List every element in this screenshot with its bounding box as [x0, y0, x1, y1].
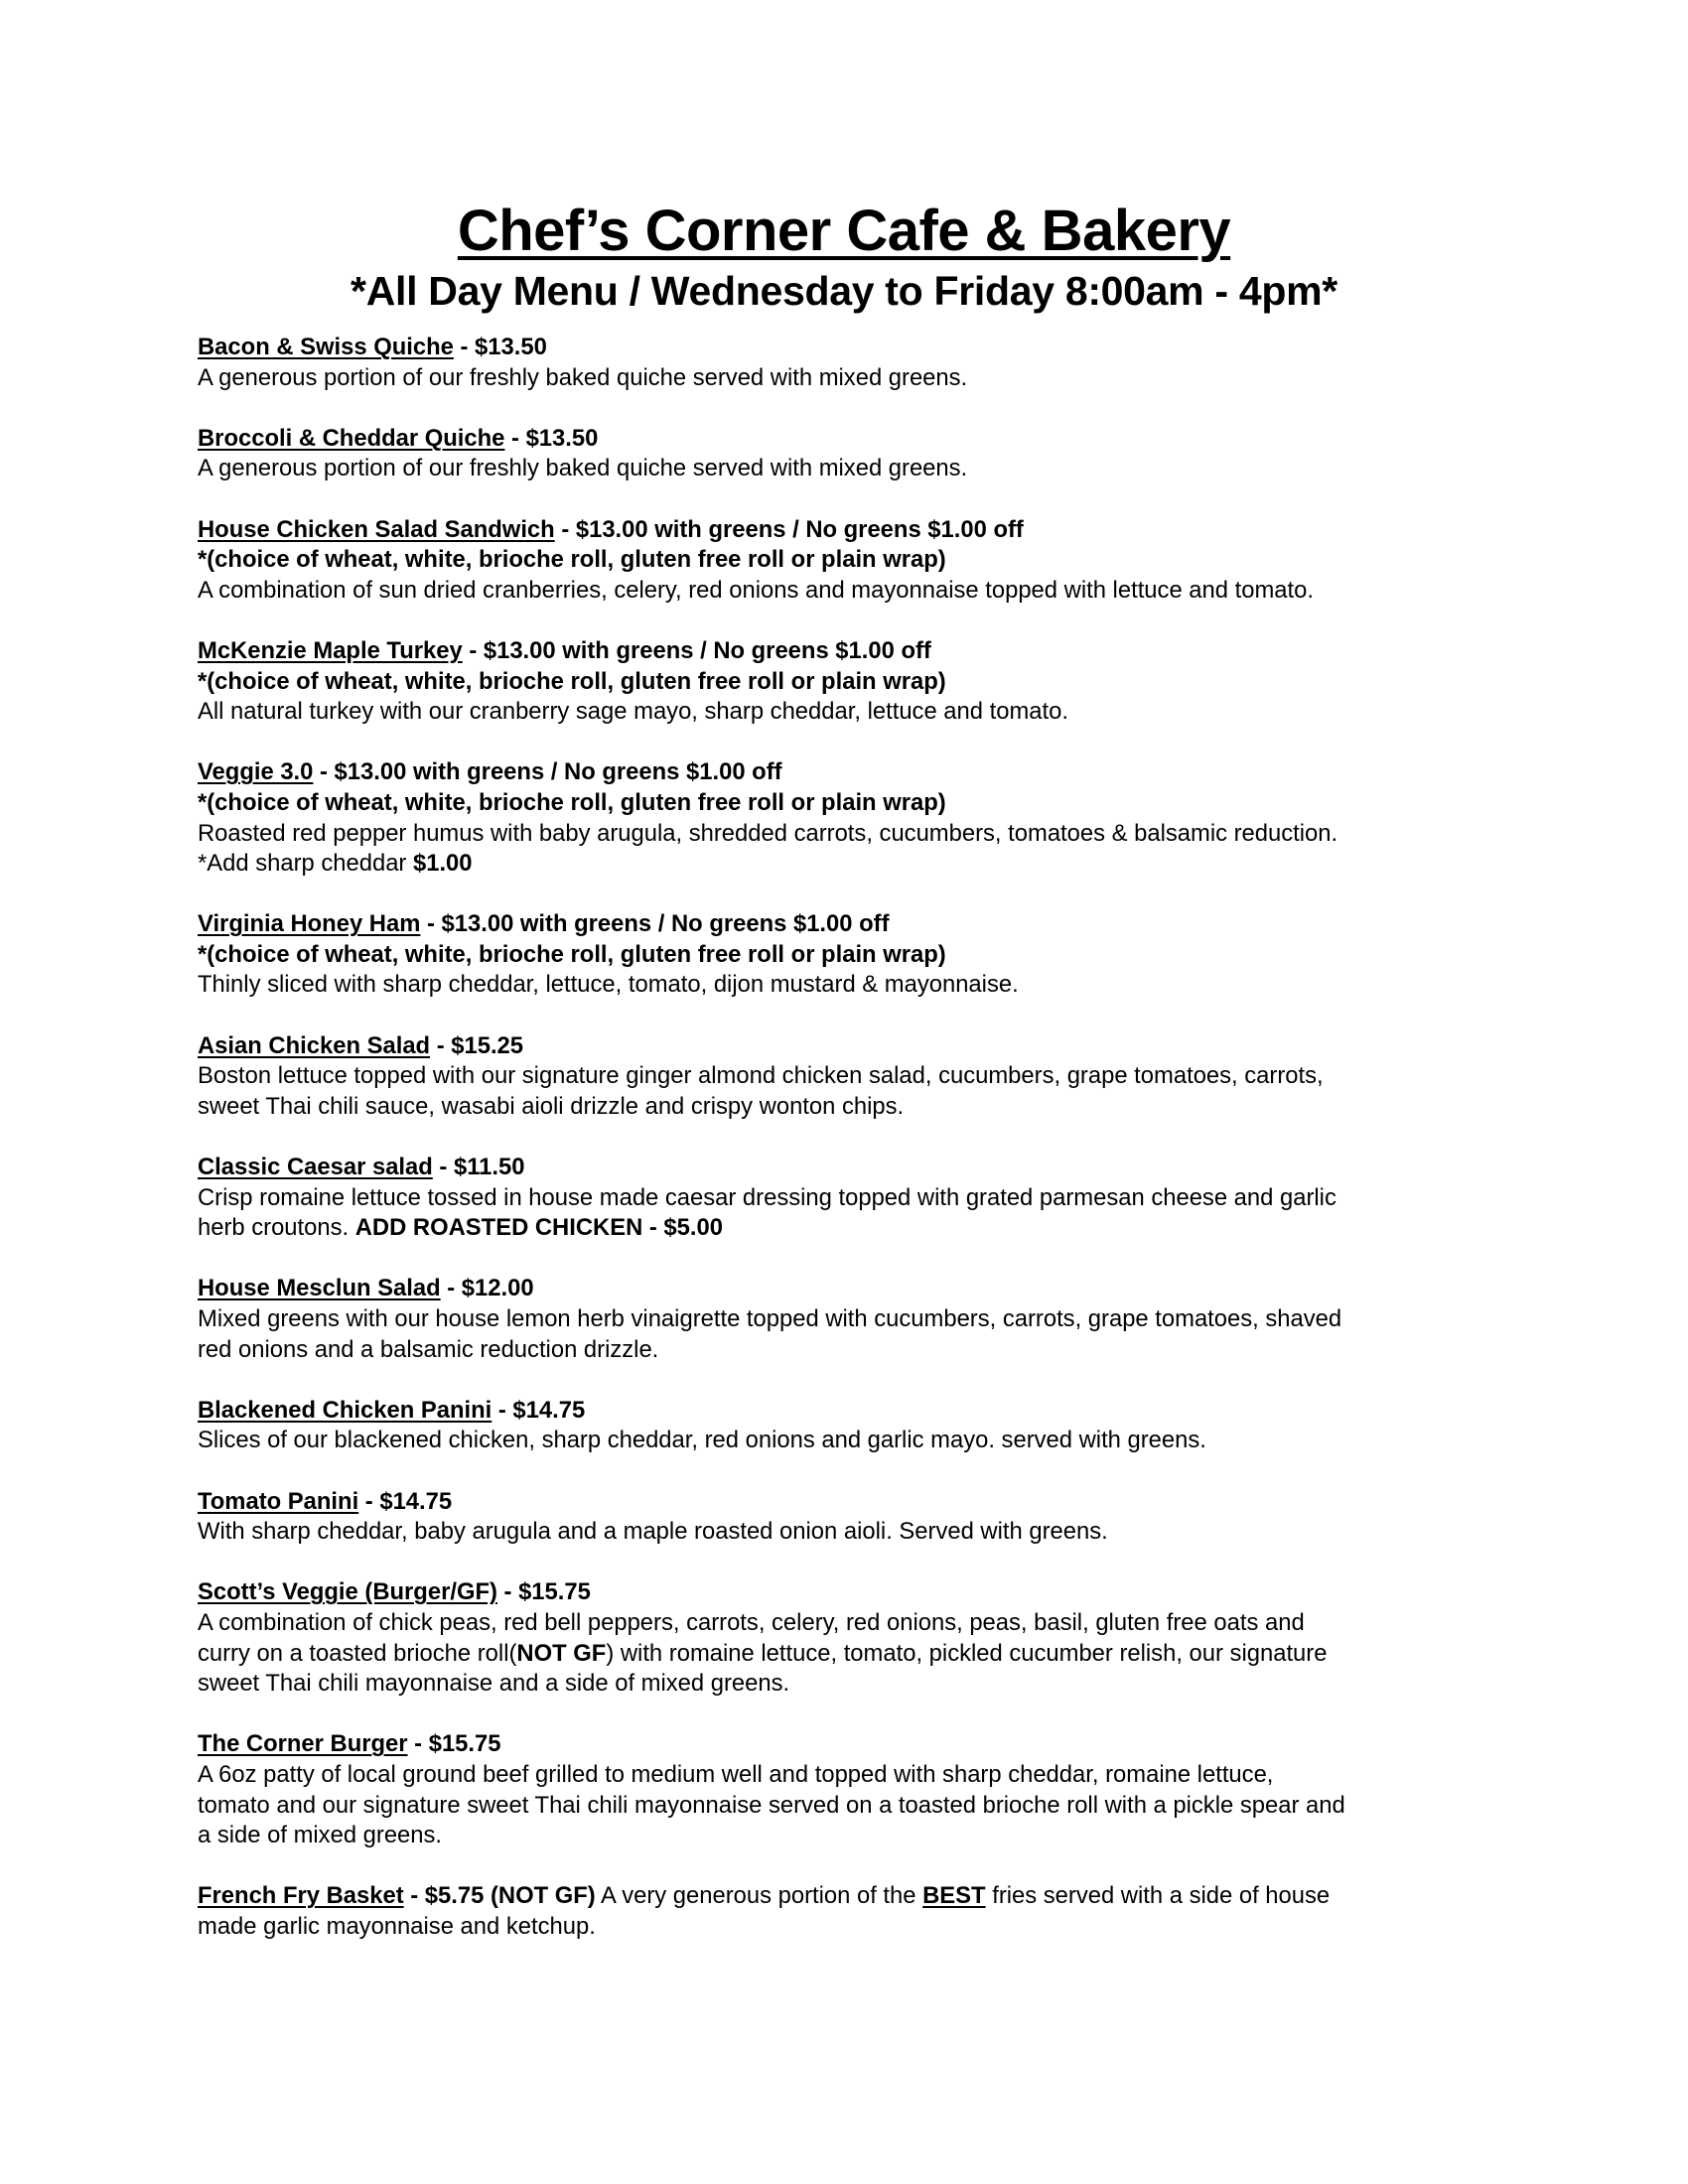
menu-item-heading [198, 1487, 1498, 1518]
menu-item-description: fries served with a side of house [985, 1882, 1331, 1910]
menu-item-description: A combination of sun dried cranberries, celery, red onions and mayonnaise topped with lettuce and tomato. [198, 576, 1314, 604]
menu-item-heading [198, 1729, 1498, 1760]
menu-item-description: Roasted red pepper humus with baby arugula, shredded carrots, cucumbers, tomatoes & balsamic reduction. [198, 819, 1338, 847]
menu-item-description: With sharp cheddar, baby arugula and a maple roasted onion aioli. Served with greens. [198, 1518, 1108, 1546]
menu-item-bacon-swiss-quiche [198, 333, 1498, 393]
menu-item-name: Classic Caesar salad [198, 1154, 433, 1181]
addon-price: $1.00 [412, 850, 473, 878]
menu-item-french-fry-basket [198, 1881, 1498, 1942]
menu-item-description: sweet Thai chili sauce, wasabi aioli drizzle and crispy wonton chips. [198, 1092, 905, 1120]
menu-item-price: - $13.00 with greens / No greens $1.00 off [462, 636, 931, 664]
menu-item-scotts-veggie-burger [198, 1577, 1498, 1699]
menu-item-veggie-3-0 [198, 757, 1498, 879]
menu-item-name: Broccoli & Cheddar Quiche [198, 424, 505, 452]
menu-item-price: - $12.00 [440, 1275, 534, 1302]
menu-item-heading [198, 1396, 1498, 1427]
menu-item-price: - $14.75 [492, 1396, 586, 1424]
menu-item-price: - $14.75 [358, 1487, 453, 1515]
menu-item-description [198, 1639, 1498, 1670]
menu-item-house-mesclun-salad [198, 1274, 1498, 1365]
menu-item-description: A very generous portion of the [595, 1882, 923, 1910]
menu-item-classic-caesar-salad [198, 1153, 1498, 1244]
bread-choice-note: *(choice of wheat, white, brioche roll, gluten free roll or plain wrap) [198, 788, 946, 816]
menu-item-description: sweet Thai chili mayonnaise and a side of mixed greens. [198, 1670, 790, 1698]
addon-text: *Add sharp cheddar [198, 850, 413, 878]
menu-item-name: Blackened Chicken Panini [198, 1396, 492, 1424]
not-gf-note: NOT GF [516, 1639, 607, 1667]
menu-item-price: - $13.00 with greens / No greens $1.00 off [313, 758, 782, 786]
menu-item-heading [198, 515, 1498, 546]
menu-item-description: A 6oz patty of local ground beef grilled to medium well and topped with sharp cheddar, romaine lettuce, [198, 1760, 1274, 1788]
menu-item-heading [198, 636, 1498, 667]
menu-item-heading [198, 757, 1498, 788]
menu-item-description: All natural turkey with our cranberry sage mayo, sharp cheddar, lettuce and tomato. [198, 698, 1068, 726]
menu-header [0, 199, 1688, 318]
menu-item-price: - $13.50 [504, 424, 599, 452]
menu-item-name: French Fry Basket [198, 1882, 404, 1910]
page-subtitle: *All Day Menu / Wednesday to Friday 8:00am - 4pm* [351, 268, 1337, 314]
menu-item-asian-chicken-salad [198, 1031, 1498, 1123]
menu-item-price: - $13.50 [453, 334, 547, 360]
menu-item-heading [198, 1031, 1498, 1062]
menu-item-name: Scott’s Veggie (Burger/GF) [198, 1578, 497, 1606]
menu-item-heading [198, 333, 1498, 363]
menu-item-heading [198, 1274, 1498, 1304]
menu-item-name: Veggie 3.0 [198, 758, 314, 786]
menu-item-heading [198, 909, 1498, 940]
menu-item-name: Tomato Panini [198, 1487, 359, 1515]
menu-item-broccoli-cheddar-quiche [198, 424, 1498, 484]
page-title: Chef’s Corner Cafe & Bakery [457, 199, 1231, 263]
menu-item-description: Boston lettuce topped with our signature ginger almond chicken salad, cucumbers, grape tomatoes, carrots, [198, 1062, 1324, 1090]
menu-item-price: - $15.75 [407, 1730, 501, 1758]
menu-item-heading [198, 1577, 1498, 1608]
menu-item-price: - $13.00 with greens / No greens $1.00 off [420, 910, 890, 938]
menu-item-description: Slices of our blackened chicken, sharp cheddar, red onions and garlic mayo. served with greens. [198, 1427, 1206, 1454]
menu-item-virginia-honey-ham [198, 909, 1498, 1001]
bread-choice-note: *(choice of wheat, white, brioche roll, gluten free roll or plain wrap) [198, 546, 946, 574]
menu-item-description: Crisp romaine lettuce tossed in house made caesar dressing topped with grated parmesan cheese and garlic [198, 1183, 1336, 1211]
menu-item-name: Virginia Honey Ham [198, 910, 421, 938]
menu-item-price: - $11.50 [432, 1154, 525, 1181]
menu-item-house-chicken-salad-sandwich [198, 515, 1498, 607]
menu-item-description: A generous portion of our freshly baked quiche served with mixed greens. [198, 363, 968, 391]
bread-choice-note: *(choice of wheat, white, brioche roll, gluten free roll or plain wrap) [198, 667, 946, 695]
menu-item-heading [198, 1153, 1498, 1183]
menu-item-description: tomato and our signature sweet Thai chili mayonnaise served on a toasted brioche roll with a pickle spear and [198, 1791, 1345, 1819]
menu-item-description: made garlic mayonnaise and ketchup. [198, 1912, 596, 1940]
menu-item-description: A generous portion of our freshly baked quiche served with mixed greens. [198, 455, 968, 482]
menu-item-description: a side of mixed greens. [198, 1822, 443, 1849]
description-text: ) with romaine lettuce, tomato, pickled cucumber relish, our signature [606, 1639, 1328, 1667]
menu-item-description: Mixed greens with our house lemon herb vinaigrette topped with cucumbers, carrots, grape tomatoes, shaved [198, 1305, 1342, 1332]
menu-item-description: A combination of chick peas, red bell peppers, carrots, celery, red onions, peas, basil, gluten free oats and [198, 1608, 1305, 1636]
menu-item-name: Asian Chicken Salad [198, 1031, 431, 1059]
menu-item-name: House Chicken Salad Sandwich [198, 515, 555, 543]
menu-item-name: Bacon & Swiss Quiche [198, 334, 454, 360]
description-text: herb croutons. [198, 1214, 355, 1242]
menu-item-price: - $15.25 [430, 1031, 524, 1059]
menu-item-heading [198, 424, 1498, 455]
menu-list [198, 333, 1498, 1973]
menu-item-name: House Mesclun Salad [198, 1275, 441, 1302]
menu-item-price: - $13.00 with greens / No greens $1.00 off [554, 515, 1024, 543]
menu-item-price: - $5.75 (NOT GF) [403, 1882, 596, 1910]
menu-item-name: McKenzie Maple Turkey [198, 636, 463, 664]
menu-item-description [198, 1213, 1498, 1244]
menu-item-tomato-panini [198, 1487, 1498, 1548]
menu-item-description: Thinly sliced with sharp cheddar, lettuce, tomato, dijon mustard & mayonnaise. [198, 971, 1019, 999]
menu-item-addon [198, 849, 1498, 880]
description-text: curry on a toasted brioche roll( [198, 1639, 517, 1667]
menu-item-description: red onions and a balsamic reduction drizzle. [198, 1335, 659, 1363]
menu-item-blackened-chicken-panini [198, 1396, 1498, 1456]
menu-item-the-corner-burger [198, 1729, 1498, 1850]
best-emphasis: BEST [922, 1882, 986, 1910]
add-chicken-note: ADD ROASTED CHICKEN - $5.00 [354, 1214, 723, 1242]
menu-item-price: - $15.75 [496, 1578, 591, 1606]
menu-item-mckenzie-maple-turkey [198, 636, 1498, 728]
menu-item-name: The Corner Burger [198, 1730, 408, 1758]
menu-item-heading [198, 1881, 1498, 1912]
bread-choice-note: *(choice of wheat, white, brioche roll, gluten free roll or plain wrap) [198, 940, 946, 968]
